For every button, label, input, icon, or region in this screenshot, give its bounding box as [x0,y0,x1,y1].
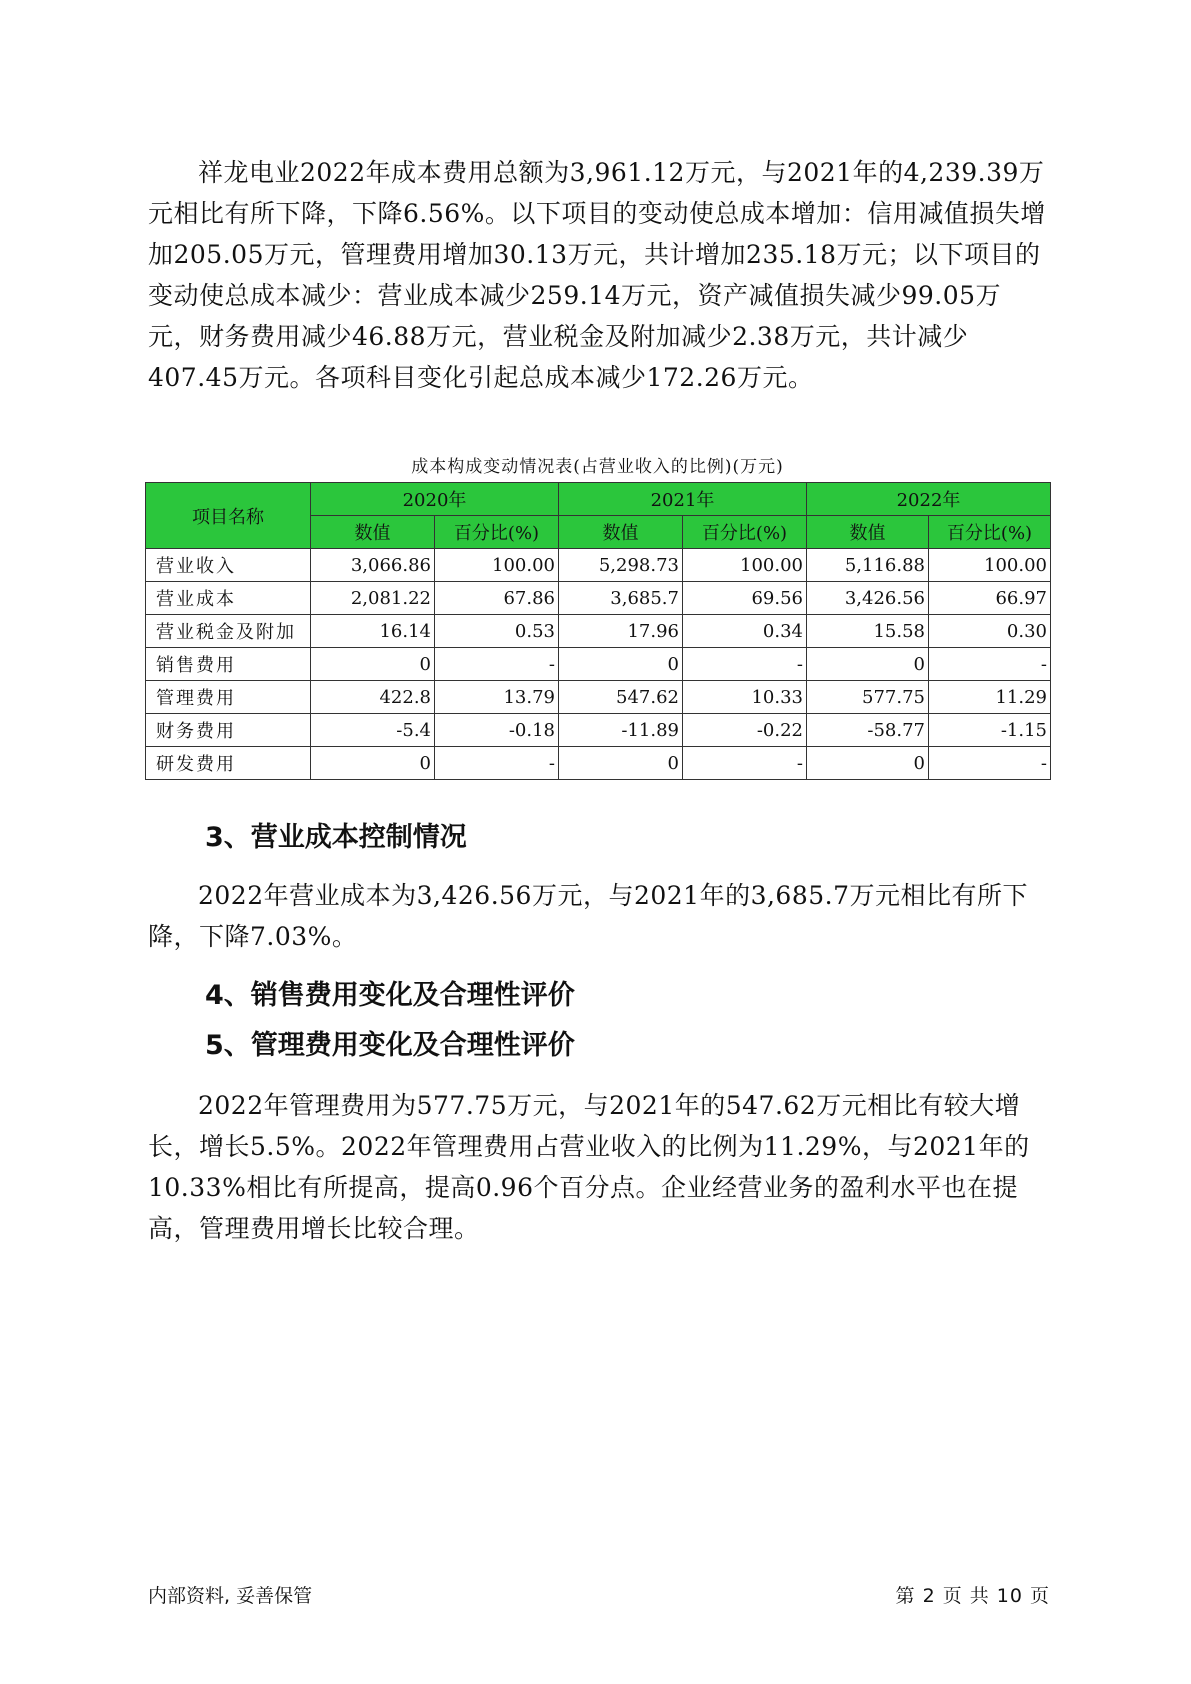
cost-structure-table [145,482,1051,780]
table-row [146,615,1051,648]
cell-value: 3,426.56 [807,582,929,615]
header-year-2021: 2021年 [559,483,807,516]
heading-operating-cost-control: 3、营业成本控制情况 [205,822,467,853]
cell-value: 3,066.86 [311,549,435,582]
header-value: 数值 [311,516,435,549]
cell-value: 16.14 [311,615,435,648]
cell-percent: 13.79 [435,681,559,714]
row-item-name: 营业税金及附加 [146,615,311,648]
cell-percent: -1.15 [929,714,1051,747]
cell-value: -5.4 [311,714,435,747]
cell-percent: 11.29 [929,681,1051,714]
cell-value: 577.75 [807,681,929,714]
header-percent: 百分比(%) [435,516,559,549]
table-row [146,549,1051,582]
header-year-2022: 2022年 [807,483,1051,516]
row-item-name: 营业收入 [146,549,311,582]
cell-percent: - [435,747,559,780]
cell-percent: 0.30 [929,615,1051,648]
cell-percent: -0.18 [435,714,559,747]
table-row [146,681,1051,714]
cell-percent: 100.00 [683,549,807,582]
cell-value: 5,298.73 [559,549,683,582]
cell-value: -58.77 [807,714,929,747]
table-row [146,582,1051,615]
cell-value: 17.96 [559,615,683,648]
paragraph-operating-cost: 2022年营业成本为3,426.56万元，与2021年的3,685.7万元相比有所下降，下降7.03%。 [148,881,1028,951]
header-percent: 百分比(%) [929,516,1051,549]
table-body [146,549,1051,780]
header-value: 数值 [807,516,929,549]
paragraph-cost-summary: 祥龙电业2022年成本费用总额为3,961.12万元，与2021年的4,239.39万元相比有所下降，下降6.56%。以下项目的变动使总成本增加：信用减值损失增加205.05万元，管理费用增加30.13万元，共计增加235.18万元；以下项目的变动使总成本减少：营业成本减少259.14万元，资产减值损失减少99.05万元，财务费用减少46.88万元，营业税金及附加减少2.38万元，共计减少407.45万元。各项科目变化引起总成本减少172.26万元。 [148,158,1046,392]
paragraph-admin-expense: 2022年管理费用为577.75万元，与2021年的547.62万元相比有较大增长，增长5.5%。2022年管理费用占营业收入的比例为11.29%，与2021年的10.33%相比有所提高，提高0.96个百分点。企业经营业务的盈利水平也在提高，管理费用增长比较合理。 [148,1091,1030,1243]
heading-sales-expense: 4、销售费用变化及合理性评价 [205,980,575,1011]
cell-value: 0 [807,747,929,780]
header-value: 数值 [559,516,683,549]
header-year-2020: 2020年 [311,483,559,516]
header-percent: 百分比(%) [683,516,807,549]
cell-percent: - [683,747,807,780]
cell-percent: - [929,747,1051,780]
header-item-name: 项目名称 [146,483,311,549]
cell-percent: 69.56 [683,582,807,615]
cell-percent: - [929,648,1051,681]
row-item-name: 营业成本 [146,582,311,615]
cell-percent: 100.00 [929,549,1051,582]
table-row [146,714,1051,747]
heading-admin-expense: 5、管理费用变化及合理性评价 [205,1030,575,1061]
footer-confidential-note: 内部资料, 妥善保管 [148,1585,313,1607]
cell-percent: -0.22 [683,714,807,747]
cell-value: 3,685.7 [559,582,683,615]
table-row [146,648,1051,681]
row-item-name: 销售费用 [146,648,311,681]
cell-percent: 67.86 [435,582,559,615]
row-item-name: 管理费用 [146,681,311,714]
table-row [146,747,1051,780]
cell-percent: 100.00 [435,549,559,582]
cell-percent: - [683,648,807,681]
cell-percent: 0.53 [435,615,559,648]
cell-percent: 66.97 [929,582,1051,615]
table-caption: 成本构成变动情况表(占营业收入的比例)(万元) [411,457,784,477]
row-item-name: 财务费用 [146,714,311,747]
cell-value: -11.89 [559,714,683,747]
cell-value: 0 [559,648,683,681]
cell-value: 2,081.22 [311,582,435,615]
cell-value: 0 [559,747,683,780]
cell-value: 422.8 [311,681,435,714]
cell-value: 0 [311,747,435,780]
cell-percent: 0.34 [683,615,807,648]
row-item-name: 研发费用 [146,747,311,780]
cell-value: 0 [311,648,435,681]
cell-value: 547.62 [559,681,683,714]
cell-value: 5,116.88 [807,549,929,582]
cell-value: 15.58 [807,615,929,648]
cell-percent: - [435,648,559,681]
cell-percent: 10.33 [683,681,807,714]
cell-value: 0 [807,648,929,681]
footer-page-number: 第 2 页 共 10 页 [895,1585,1050,1607]
